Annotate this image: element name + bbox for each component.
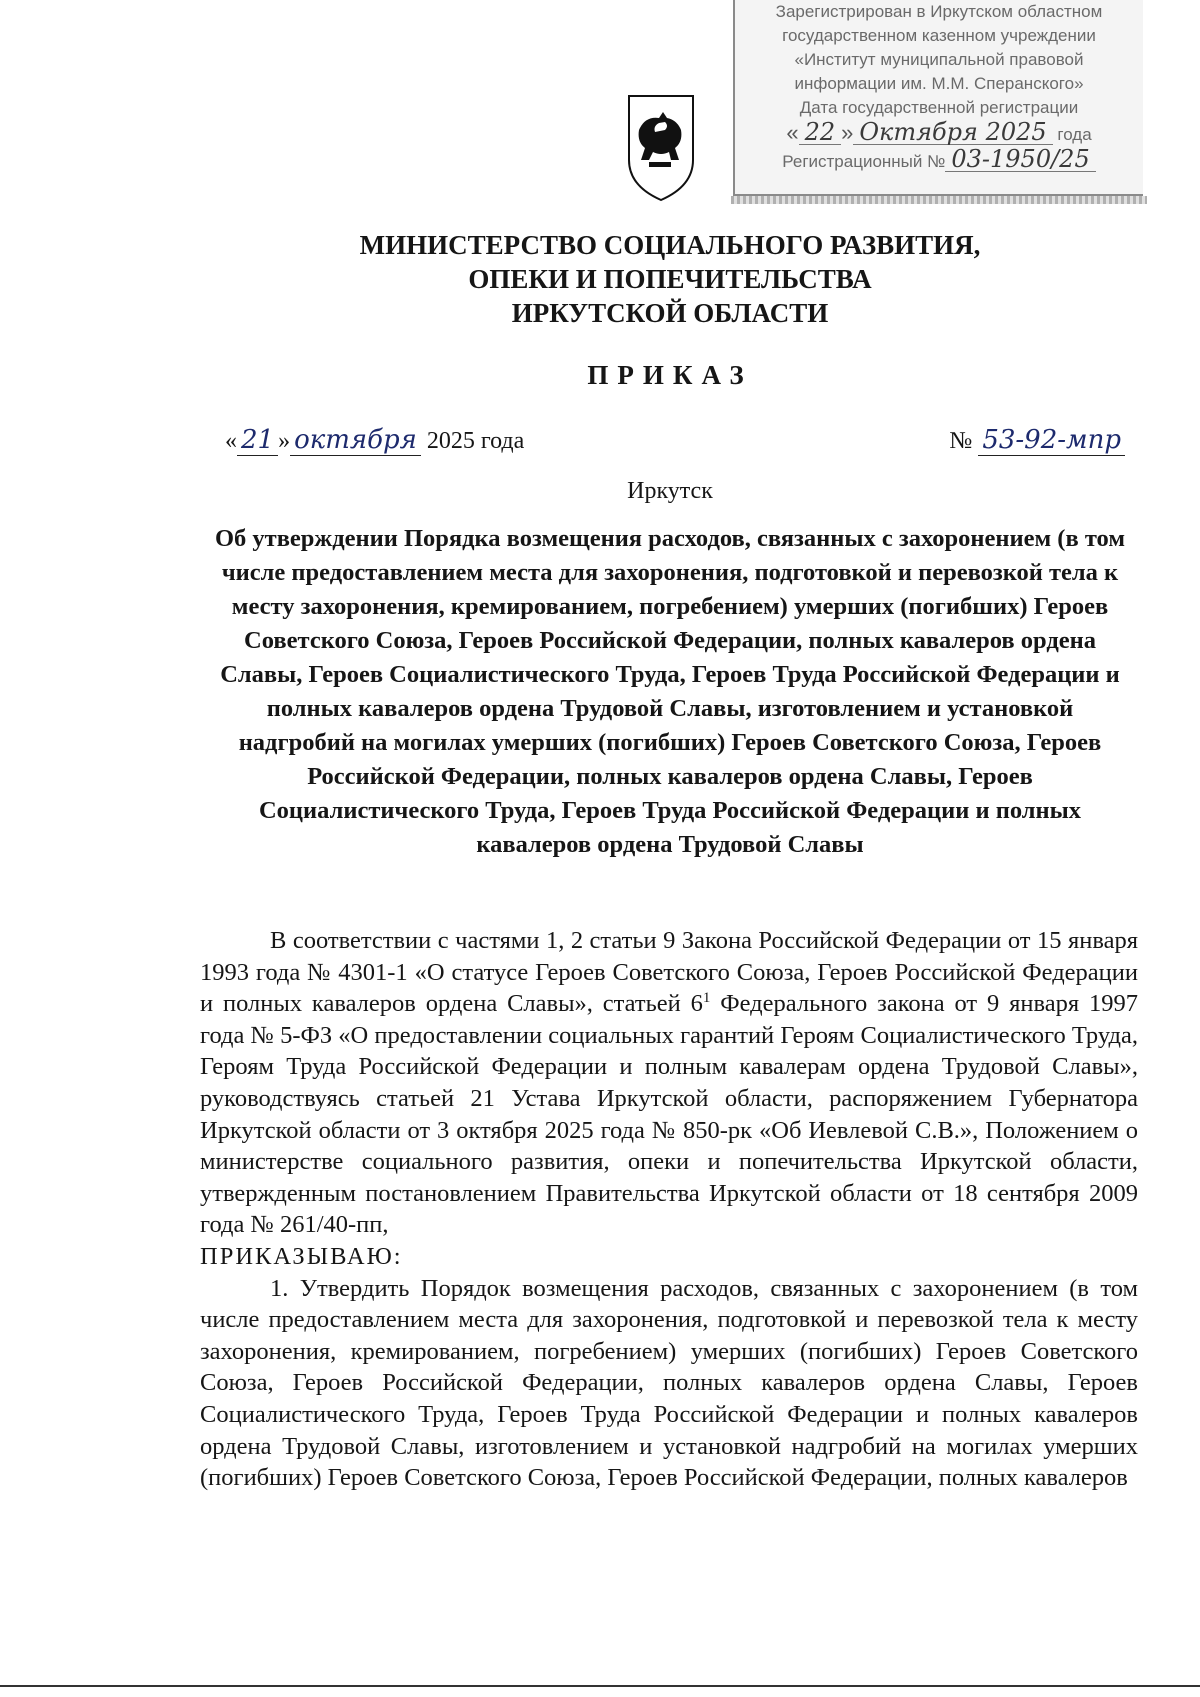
order-number bbox=[949, 425, 1125, 455]
stamp-scan-edge bbox=[731, 196, 1147, 204]
stamp-line-2: государственном казенном учреждении bbox=[782, 26, 1096, 45]
body-paragraph-1-superscript: 1 bbox=[702, 990, 711, 1007]
body-paragraph-2: 1. Утвердить Порядок возмещения расходов, связанных с захоронением (в том числе предоставлением места для захоронения, подготовкой и перевозкой тела к месту захоронения, кремированием, погребением) умерших (погибших) Героев Советского Союза, Героев Российской Федерации, полных кавалеров ордена Славы, Героев Социалистического Труда, Героев Труда Российской Федерации и полных кавалеров ордена Трудовой Славы, изготовлением и установкой надгробий на могилах умерших (погибших) Героев Советского Союза, Героев Российской Федерации, полных кавалеров bbox=[200, 1274, 1138, 1492]
order-number-label: № bbox=[949, 428, 973, 454]
stamp-month: Октября 2025 bbox=[853, 120, 1052, 145]
date-day: 21 bbox=[237, 425, 278, 456]
stamp-reg-line bbox=[735, 147, 1143, 174]
body-paragraph-1-part-b: Федерального закона от 9 января 1997 года № 5-ФЗ «О предоставлении социальных гарантий Героям Социалистического Труда, Героям Труда Российской Федерации и полным кавалерам ордена Трудовой Славы», руководствуясь статьей 21 Устава Иркутской области, распоряжением Губернатора Иркутской области от 3 октября 2025 года № 850-рк «Об Иевлевой С.В.», Положением о министерстве социального развития, опеки и попечительства Иркутской области, утвержденным постановлением Правительства Иркутской области от 18 сентября 2009 года № 261/40-пп, bbox=[200, 990, 1138, 1239]
document-type: ПРИКАЗ bbox=[587, 360, 753, 390]
order-date bbox=[225, 425, 524, 455]
coat-of-arms-icon bbox=[625, 90, 697, 202]
stamp-quote-open: « bbox=[786, 120, 799, 145]
document-body bbox=[200, 925, 1138, 1494]
stamp-day: 22 bbox=[799, 120, 842, 145]
order-word: ПРИКАЗЫВАЮ: bbox=[200, 1242, 403, 1270]
ministry-header-line-3: ИРКУТСКОЙ ОБЛАСТИ bbox=[511, 298, 829, 328]
scan-bottom-edge bbox=[0, 1685, 1200, 1687]
date-quote-close: » bbox=[278, 428, 291, 454]
stamp-line-1: Зарегистрирован в Иркутском областном bbox=[775, 2, 1103, 21]
date-quote-open: « bbox=[225, 428, 237, 454]
document-title: Об утверждении Порядка возмещения расходов, связанных с захоронением (в том числе предоставлением места для захоронения, подготовкой и перевозкой тела к месту захоронения, кремированием, погребением) умерших (погибших) Героев Советского Союза, Героев Российской Федерации, полных кавалеров ордена Славы, Героев Социалистического Труда, Героев Труда Российской Федерации и полных кавалеров ордена Трудовой Славы, изготовлением и установкой надгробий на могилах умерших (погибших) Героев Советского Союза, Героев Российской Федерации, полных кавалеров ордена Славы, Героев Социалистического Труда, Героев Труда Российской Федерации и полных кавалеров ордена Трудовой Славы bbox=[214, 525, 1126, 858]
date-number-row bbox=[225, 425, 1125, 465]
registration-stamp bbox=[733, 0, 1143, 196]
body-paragraph-1 bbox=[200, 925, 1138, 1241]
stamp-reg-label: Регистрационный № bbox=[782, 152, 946, 171]
order-number-value: 53-92-мпр bbox=[978, 425, 1125, 456]
date-month: октября bbox=[290, 425, 421, 456]
date-year: 2025 года bbox=[426, 428, 525, 454]
city: Иркутск bbox=[627, 478, 713, 504]
body-paragraph-1-part-a: В соответствии с частями 1, 2 статьи 9 Закона Российской Федерации от 15 января 1993 года № 4301-1 «О статусе Героев Советского Союза, Героев Российской Федерации и полных кавалеров ордена Славы», статьей 6 bbox=[200, 927, 1138, 1018]
stamp-line-5: Дата государственной регистрации bbox=[799, 98, 1079, 117]
stamp-line-4: информации им. М.М. Сперанского» bbox=[794, 74, 1084, 93]
ministry-header-line-1: МИНИСТЕРСТВО СОЦИАЛЬНОГО РАЗВИТИЯ, bbox=[359, 230, 981, 260]
ministry-header bbox=[0, 228, 1200, 330]
stamp-reg-number: 03-1950/25 bbox=[945, 147, 1095, 172]
ministry-header-line-2: ОПЕКИ И ПОПЕЧИТЕЛЬСТВА bbox=[468, 264, 872, 294]
stamp-quote-close: » bbox=[841, 120, 854, 145]
stamp-line-3: «Институт муниципальной правовой bbox=[794, 50, 1084, 69]
stamp-year-suffix: года bbox=[1057, 125, 1092, 144]
stamp-date-line bbox=[735, 120, 1143, 147]
